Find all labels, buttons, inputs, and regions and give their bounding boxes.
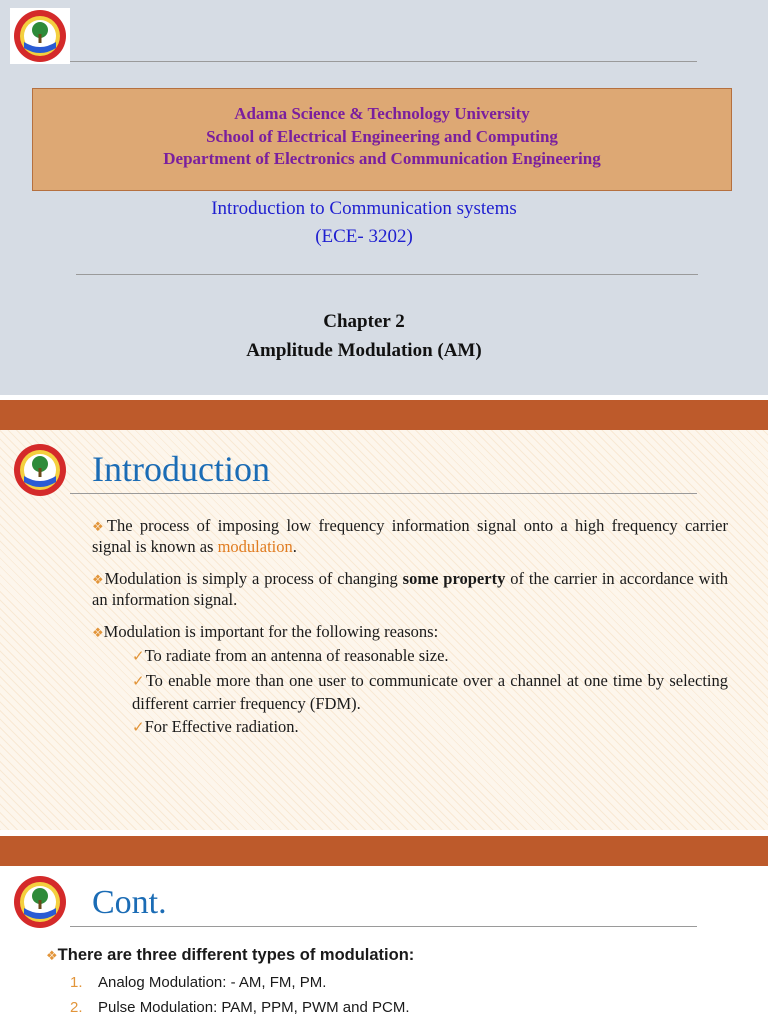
slide-title: Introduction xyxy=(92,449,270,489)
highlight-term: modulation xyxy=(217,537,293,556)
check-bullet-icon: ✓ xyxy=(132,674,146,690)
reason-item: ✓For Effective radiation. xyxy=(132,717,299,736)
divider xyxy=(70,493,697,494)
reason-item: ✓To enable more than one user to communicate over a channel at one time by selecting different carrier frequency (FDM). xyxy=(132,671,728,713)
diamond-bullet-icon: ❖ xyxy=(92,625,104,640)
reason-item: ✓To radiate from an antenna of reasonable size. xyxy=(132,646,449,665)
bullet-modulation-definition xyxy=(92,516,728,557)
bullet-text: Modulation is simply a process of changing xyxy=(104,569,403,588)
divider xyxy=(70,61,697,62)
university-box xyxy=(32,88,732,191)
bullet-reasons-heading xyxy=(92,622,728,643)
school-name: School of Electrical Engineering and Computing xyxy=(206,126,558,146)
introduction-slide xyxy=(0,430,768,830)
university-logo-icon xyxy=(10,874,70,930)
check-bullet-icon: ✓ xyxy=(132,649,145,665)
modulation-type-item: 1. Analog Modulation: - AM, FM, PM. xyxy=(70,974,327,991)
bullet-text: of the carrier in accordance with an information signal. xyxy=(92,569,728,609)
diamond-bullet-icon: ❖ xyxy=(92,572,105,587)
chapter-title: Amplitude Modulation (AM) xyxy=(246,340,482,361)
university-logo-icon xyxy=(10,8,70,64)
university-logo-icon xyxy=(10,442,70,498)
department-name: Department of Electronics and Communication Engineering xyxy=(163,149,601,168)
modulation-types-heading: ❖There are three different types of modulation: xyxy=(46,946,415,964)
bullet-end: . xyxy=(292,537,297,556)
slide-title: Cont. xyxy=(92,884,167,921)
title-slide xyxy=(0,0,768,395)
bold-term: some property xyxy=(402,569,506,588)
check-bullet-icon: ✓ xyxy=(132,720,145,736)
bullet-text: The process of imposing low frequency information signal onto a high frequency carrier signal is known as xyxy=(92,516,728,556)
bullet-modulation-property xyxy=(92,569,728,610)
diamond-bullet-icon: ❖ xyxy=(92,519,107,534)
slide-top-band xyxy=(0,836,768,866)
bullet-text: Modulation is important for the following reasons: xyxy=(103,622,439,641)
divider xyxy=(70,926,697,927)
university-name: Adama Science & Technology University xyxy=(234,104,530,123)
slide-top-band xyxy=(0,400,768,430)
course-title: Introduction to Communication systems xyxy=(211,198,517,219)
course-code: (ECE- 3202) xyxy=(315,226,413,247)
divider xyxy=(76,274,698,275)
diamond-bullet-icon: ❖ xyxy=(46,948,58,963)
modulation-type-item: 2. Pulse Modulation: PAM, PPM, PWM and PCM. xyxy=(70,999,410,1016)
chapter-number: Chapter 2 xyxy=(323,311,405,332)
